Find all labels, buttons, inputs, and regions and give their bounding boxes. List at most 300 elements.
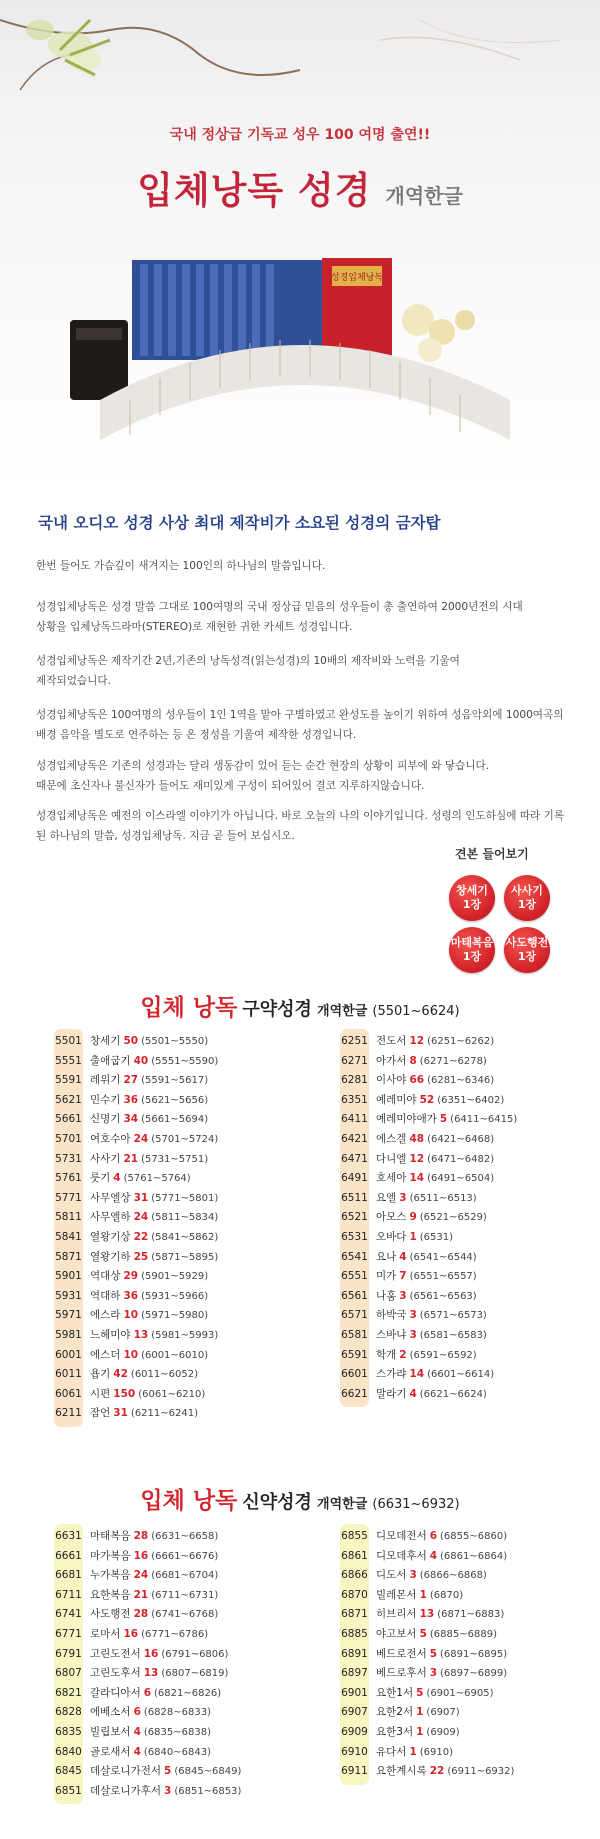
- paragraph-line: 제작되었습니다.: [36, 675, 112, 687]
- chapter-count: 7: [399, 1270, 407, 1283]
- book-code: 5701: [55, 1133, 82, 1145]
- book-name: 고린도전서: [90, 1647, 141, 1660]
- book-entry: [376, 1071, 494, 1091]
- book-entry: [376, 1052, 487, 1072]
- book-entry: [376, 1605, 504, 1625]
- book-code: 5731: [55, 1152, 82, 1165]
- book-code: 6828: [55, 1706, 82, 1719]
- book-name: 야고보서: [376, 1628, 417, 1640]
- book-code: 6661: [55, 1549, 82, 1562]
- book-entry: [376, 1365, 494, 1385]
- book-entry: [90, 1091, 208, 1111]
- hero-banner: [0, 0, 600, 500]
- chapter-count: 25: [133, 1250, 149, 1263]
- code-range: (6251~6262): [427, 1036, 495, 1047]
- hero-headline: 국내 정상급 기독교 성우 100 여명 출연!!: [169, 127, 431, 143]
- code-range: (5501~5550): [141, 1036, 209, 1047]
- chapter-count: 3: [399, 1289, 407, 1302]
- chapter-count: 4: [113, 1172, 121, 1185]
- book-name: 갈라디아서: [90, 1686, 141, 1699]
- book-code: 6601: [341, 1368, 368, 1381]
- book-entry: [376, 1527, 507, 1547]
- book-name: 요한3서: [376, 1726, 414, 1738]
- book-name: 역대하: [90, 1289, 121, 1302]
- chapter-count: 12: [409, 1152, 425, 1165]
- book-entry: [90, 1645, 228, 1665]
- book-entry: [90, 1248, 218, 1268]
- book-name: 골로새서: [90, 1745, 131, 1758]
- chapter-count: 4: [409, 1387, 417, 1400]
- book-name: 마가복음: [90, 1549, 131, 1562]
- sample-listen-label: 견본 들어보기: [455, 847, 529, 861]
- chapter-count: 3: [399, 1191, 407, 1204]
- nt-title-red: 입체 낭독: [140, 1488, 238, 1514]
- book-code: 6871: [341, 1608, 368, 1621]
- sample-button-label: 사사기: [511, 884, 543, 897]
- book-code: 6591: [341, 1348, 368, 1361]
- book-code: 5761: [55, 1172, 82, 1185]
- paragraph-line: 성경입체낭독은 기존의 성경과는 달리 생동감이 있어 듣는 순간 현장의 상황이 피부에 와 닿습니다.: [36, 760, 490, 772]
- book-entry: [376, 1664, 507, 1684]
- book-name: 빌립보서: [90, 1726, 131, 1738]
- code-range: (6771~6786): [141, 1629, 209, 1640]
- intro-paragraph-6: [36, 806, 571, 846]
- chapter-count: 50: [123, 1035, 139, 1047]
- book-name: 레위기: [90, 1074, 121, 1087]
- book-name: 느헤미야: [90, 1329, 131, 1341]
- code-range: (6001~6010): [141, 1349, 209, 1361]
- chapter-count: 14: [409, 1368, 425, 1381]
- chapter-count: 66: [409, 1074, 425, 1087]
- book-code: 6001: [55, 1348, 82, 1361]
- book-name: 학개: [376, 1348, 397, 1361]
- sample-button-label: 창세기: [456, 884, 488, 897]
- book-entry: [90, 1605, 218, 1625]
- intro-paragraph-3: [36, 651, 571, 691]
- chapter-count: 3: [409, 1309, 417, 1322]
- chapter-count: 48: [409, 1133, 425, 1145]
- book-entry: [90, 1110, 208, 1130]
- chapter-count: 1: [409, 1745, 417, 1758]
- sample-button-label: 마태복음: [450, 936, 494, 949]
- intro-paragraph-5: [36, 756, 571, 796]
- book-code: 6251: [341, 1035, 368, 1047]
- book-entry: [90, 1664, 228, 1684]
- chapter-count: 4: [399, 1250, 407, 1263]
- book-code: 6741: [55, 1608, 82, 1621]
- book-name: 유다서: [376, 1745, 407, 1758]
- book-entry: [376, 1547, 507, 1567]
- book-name: 요엘: [376, 1191, 397, 1204]
- code-range: (5871~5895): [151, 1251, 219, 1263]
- code-range: (6855~6860): [440, 1531, 508, 1542]
- book-code: 6840: [55, 1745, 82, 1758]
- chapter-count: 3: [409, 1569, 417, 1582]
- code-range: (6411~6415): [450, 1114, 518, 1126]
- paragraph-line: 된 하나님의 말씀, 성경입체낭독. 지금 곧 들어 보십시오.: [36, 830, 295, 842]
- book-name: 다니엘: [376, 1152, 407, 1165]
- code-range: (6791~6806): [161, 1648, 229, 1660]
- book-entry: [90, 1287, 208, 1307]
- chapter-count: 13: [143, 1667, 159, 1680]
- book-entry: [90, 1365, 198, 1385]
- book-code: 5551: [55, 1054, 82, 1067]
- nt-title-sub: 개역한글: [317, 1497, 368, 1512]
- book-entry: [376, 1326, 487, 1346]
- book-entry: [90, 1586, 218, 1606]
- code-range: (6271~6278): [419, 1055, 487, 1067]
- book-entry: [90, 1267, 208, 1287]
- book-code: 6711: [55, 1588, 82, 1601]
- code-range: (6711~6731): [151, 1589, 219, 1601]
- chapter-count: 42: [113, 1368, 128, 1381]
- chapter-count: 12: [409, 1035, 425, 1047]
- intro-paragraph-2: [36, 597, 571, 637]
- book-name: 민수기: [90, 1093, 121, 1106]
- code-range: (6871~6883): [437, 1609, 505, 1621]
- code-range: (5971~5980): [141, 1310, 209, 1322]
- book-code: 6897: [341, 1667, 368, 1680]
- book-code: 5841: [55, 1231, 82, 1243]
- book-name: 예레미야애가: [376, 1113, 437, 1126]
- code-range: (6845~6849): [174, 1766, 242, 1778]
- book-code: 6771: [55, 1628, 82, 1640]
- book-entry: [90, 1404, 198, 1424]
- book-name: 룻기: [90, 1172, 111, 1185]
- book-name: 고린도후서: [90, 1667, 141, 1680]
- chapter-count: 24: [133, 1569, 149, 1582]
- code-range: (6631~6658): [151, 1531, 219, 1542]
- book-name: 요한1서: [376, 1686, 414, 1699]
- chapter-count: 4: [133, 1726, 141, 1738]
- book-code: 5871: [55, 1250, 82, 1263]
- chapter-count: 4: [133, 1745, 141, 1758]
- book-name: 열왕기상: [90, 1231, 131, 1243]
- code-range: (6891~6895): [440, 1648, 508, 1660]
- code-range: (6840~6843): [143, 1746, 211, 1758]
- book-entry: [376, 1267, 477, 1287]
- chapter-count: 5: [416, 1686, 424, 1699]
- sample-button-matthew[interactable]: [449, 927, 495, 973]
- book-code: 6791: [55, 1647, 82, 1660]
- book-entry: [376, 1110, 517, 1130]
- code-range: (6851~6853): [174, 1785, 242, 1797]
- book-name: 오바다: [376, 1231, 407, 1243]
- book-entry: [90, 1743, 211, 1763]
- chapter-count: 10: [123, 1348, 139, 1361]
- book-code: 6681: [55, 1569, 82, 1582]
- book-entry: [90, 1566, 218, 1586]
- code-range: (6351~6402): [437, 1094, 505, 1106]
- chapter-count: 40: [133, 1054, 149, 1067]
- book-code: 6851: [55, 1784, 82, 1797]
- book-name: 사무엘상: [90, 1191, 131, 1204]
- product-case-label: 성경입체낭독: [330, 273, 384, 283]
- code-range: (5551~5590): [151, 1055, 219, 1067]
- chapter-count: 1: [419, 1588, 427, 1601]
- book-name: 요한복음: [90, 1588, 131, 1601]
- book-name: 전도서: [376, 1035, 407, 1047]
- book-code: 6835: [55, 1726, 82, 1738]
- book-entry: [90, 1130, 218, 1150]
- book-name: 창세기: [90, 1035, 121, 1047]
- book-entry: [376, 1091, 504, 1111]
- book-name: 베드로전서: [376, 1647, 427, 1660]
- book-code: 6571: [341, 1309, 368, 1322]
- book-entry: [90, 1326, 218, 1346]
- book-name: 열왕기하: [90, 1250, 131, 1263]
- flower-branch-illustration: [0, 0, 600, 130]
- book-code: 5661: [55, 1113, 82, 1126]
- chapter-count: 36: [123, 1093, 139, 1106]
- chapter-count: 1: [416, 1726, 424, 1738]
- book-code: 6910: [341, 1745, 368, 1758]
- book-name: 빌레몬서: [376, 1588, 417, 1601]
- book-entry: [376, 1684, 494, 1704]
- book-code: 5931: [55, 1289, 82, 1302]
- hero-title-row: [0, 160, 600, 214]
- book-entry: [376, 1762, 514, 1782]
- book-code: 6631: [55, 1530, 82, 1542]
- book-name: 디도서: [376, 1569, 407, 1582]
- book-entry: [90, 1346, 208, 1366]
- code-range: (5731~5751): [141, 1153, 209, 1165]
- code-range: (6828~6833): [143, 1707, 211, 1719]
- chapter-count: 6: [429, 1530, 438, 1542]
- code-range: (6281~6346): [427, 1075, 495, 1087]
- book-entry: [376, 1723, 460, 1743]
- chapter-count: 31: [133, 1191, 149, 1204]
- book-entry: [376, 1645, 507, 1665]
- book-entry: [376, 1228, 453, 1248]
- chapter-count: 6: [133, 1706, 141, 1719]
- book-name: 출애굽기: [90, 1054, 131, 1067]
- sample-button-chapter: 1장: [462, 898, 482, 911]
- book-name: 에스더: [90, 1348, 121, 1361]
- chapter-count: 52: [419, 1093, 435, 1106]
- book-code: 6521: [341, 1211, 368, 1224]
- code-range: (5701~5724): [151, 1134, 219, 1145]
- code-range: (6561~6563): [409, 1290, 477, 1302]
- code-range: (6681~6704): [151, 1570, 219, 1582]
- code-range: (6909): [426, 1727, 460, 1738]
- chapter-count: 3: [429, 1667, 438, 1680]
- book-code: 6901: [341, 1686, 368, 1699]
- intro-paragraph-4: [36, 705, 571, 745]
- chapter-count: 24: [133, 1211, 149, 1224]
- chapter-count: 5: [439, 1113, 448, 1126]
- chapter-count: 3: [409, 1329, 417, 1341]
- book-entry: [376, 1625, 497, 1645]
- code-range: (6897~6899): [440, 1668, 508, 1680]
- sample-button-chapter: 1장: [462, 950, 482, 963]
- ot-title-dark: 구약성경: [242, 999, 312, 1020]
- book-entry: [90, 1762, 241, 1782]
- code-range: (6885~6889): [429, 1629, 497, 1640]
- book-entry: [90, 1306, 208, 1326]
- code-range: (5931~5966): [141, 1290, 209, 1302]
- book-name: 스바냐: [376, 1329, 407, 1341]
- code-range: (6835~6838): [143, 1727, 211, 1738]
- chapter-count: 13: [419, 1608, 435, 1621]
- book-entry: [376, 1287, 477, 1307]
- book-entry: [376, 1169, 494, 1189]
- sample-button-chapter: 1장: [517, 950, 537, 963]
- book-entry: [376, 1306, 487, 1326]
- book-entry: [376, 1346, 477, 1366]
- code-range: (5771~5801): [151, 1192, 219, 1204]
- book-name: 데살로니가후서: [90, 1784, 162, 1797]
- chapter-count: 28: [133, 1608, 149, 1621]
- code-range: (5591~5617): [141, 1075, 209, 1087]
- book-name: 사도행전: [90, 1608, 131, 1621]
- nt-title-range: (6631~6932): [372, 1497, 460, 1512]
- code-range: (6591~6592): [409, 1349, 477, 1361]
- paragraph-line: 성경입체낭독은 예전의 이스라엘 이야기가 아닙니다. 바로 오늘의 나의 이야기입니다. 성령의 인도하심에 따라 기록: [36, 810, 565, 822]
- code-range: (5761~5764): [123, 1173, 191, 1185]
- ot-section-heading: [0, 989, 600, 1022]
- book-name: 누가복음: [90, 1569, 131, 1582]
- chapter-count: 150: [113, 1387, 136, 1400]
- book-name: 하박국: [376, 1309, 407, 1322]
- nt-title-dark: 신약성경: [242, 1492, 312, 1513]
- book-entry: [90, 1385, 205, 1405]
- book-code: 6621: [341, 1387, 368, 1400]
- book-entry: [376, 1703, 460, 1723]
- book-name: 에베소서: [90, 1706, 131, 1719]
- paragraph-line: 성경입체낭독은 성경 말씀 그대로 100여명의 국내 정상급 믿음의 성우들이 총 출연하여 2000년전의 시대: [36, 601, 523, 613]
- ot-title-sub: 개역한글: [317, 1004, 368, 1019]
- book-code: 6471: [341, 1152, 368, 1165]
- sample-button-genesis[interactable]: [449, 875, 495, 921]
- book-entry: [90, 1703, 211, 1723]
- chapter-count: 5: [429, 1647, 438, 1660]
- code-range: (6866~6868): [419, 1570, 487, 1582]
- paragraph-line: 성경입체낭독은 100여명의 성우들이 1인 1역을 맡아 구별하였고 완성도를 높이기 위하여 성음악외에 1000여곡의: [36, 709, 564, 721]
- book-code: 6807: [55, 1667, 82, 1680]
- book-entry: [376, 1189, 477, 1209]
- book-entry: [376, 1032, 494, 1052]
- book-entry: [376, 1150, 494, 1170]
- chapter-count: 21: [133, 1588, 149, 1601]
- code-range: (5661~5694): [141, 1114, 209, 1126]
- book-code: 5501: [55, 1035, 82, 1047]
- book-code: 6870: [341, 1588, 368, 1601]
- paragraph-line: 상황을 입체낭독드라마(STEREO)로 재현한 귀한 카세트 성경입니다.: [36, 621, 353, 633]
- book-name: 욥기: [90, 1368, 111, 1381]
- chapter-count: 1: [409, 1231, 417, 1243]
- book-code: 5811: [55, 1211, 82, 1224]
- book-code: 6061: [55, 1387, 82, 1400]
- book-name: 로마서: [90, 1628, 121, 1640]
- book-entry: [90, 1684, 221, 1704]
- chapter-count: 5: [164, 1765, 172, 1778]
- book-entry: [376, 1248, 477, 1268]
- chapter-count: 16: [143, 1647, 159, 1660]
- intro-heading: 국내 오디오 성경 사상 최대 제작비가 소요된 성경의 금자탑: [38, 514, 441, 532]
- book-code: 6011: [55, 1368, 82, 1381]
- code-range: (6741~6768): [151, 1609, 219, 1621]
- code-range: (6821~6826): [154, 1687, 222, 1699]
- book-code: 5771: [55, 1191, 82, 1204]
- book-entry: [376, 1743, 453, 1763]
- book-code: 6531: [341, 1231, 368, 1243]
- code-range: (6581~6583): [419, 1330, 487, 1341]
- chapter-count: 29: [123, 1270, 139, 1283]
- book-code: 6855: [341, 1530, 368, 1542]
- code-range: (6511~6513): [409, 1192, 477, 1204]
- code-range: (6907): [426, 1707, 460, 1719]
- code-range: (6421~6468): [427, 1134, 495, 1145]
- paragraph-line: 때문에 초신자나 불신자가 들어도 재미있게 구성이 되어있어 결코 지루하지않습니다.: [36, 780, 425, 792]
- chapter-count: 14: [409, 1172, 425, 1185]
- sample-button-acts[interactable]: [504, 927, 550, 973]
- book-code: 6491: [341, 1172, 368, 1185]
- chapter-count: 4: [429, 1549, 438, 1562]
- product-cassette-set-image: [70, 250, 530, 450]
- book-code: 6421: [341, 1133, 368, 1145]
- chapter-count: 5: [419, 1628, 427, 1640]
- code-range: (6541~6544): [409, 1251, 477, 1263]
- sample-button-label: 사도행전: [505, 936, 549, 949]
- book-name: 역대상: [90, 1270, 121, 1283]
- book-code: 6821: [55, 1686, 82, 1699]
- book-name: 시편: [90, 1387, 111, 1400]
- book-name: 미가: [376, 1270, 397, 1283]
- book-entry: [90, 1052, 218, 1072]
- code-range: (6621~6624): [419, 1388, 487, 1400]
- book-name: 신명기: [90, 1113, 121, 1126]
- book-entry: [90, 1189, 218, 1209]
- sample-button-judges[interactable]: [504, 875, 550, 921]
- chapter-count: 6: [143, 1686, 152, 1699]
- code-range: (6901~6905): [426, 1687, 494, 1699]
- code-range: (6870): [429, 1589, 464, 1601]
- code-range: (6061~6210): [138, 1388, 206, 1400]
- book-entry: [376, 1586, 463, 1606]
- book-name: 말라기: [376, 1387, 407, 1400]
- code-range: (6861~6864): [440, 1550, 508, 1562]
- hero-subtitle: 개역한글: [385, 184, 463, 208]
- book-code: 5901: [55, 1270, 82, 1283]
- book-entry: [376, 1208, 487, 1228]
- book-name: 호세아: [376, 1172, 407, 1185]
- chapter-count: 34: [123, 1113, 139, 1126]
- book-name: 아모스: [376, 1211, 407, 1224]
- book-entry: [376, 1385, 487, 1405]
- hero-title: 입체낭독 성경: [137, 169, 372, 212]
- ot-title-range: (5501~6624): [372, 1004, 460, 1019]
- paragraph-line: 한번 들어도 가슴깊이 새겨지는 100인의 하나님의 말씀입니다.: [36, 560, 326, 572]
- code-range: (6661~6676): [151, 1550, 219, 1562]
- book-code: 6281: [341, 1074, 368, 1087]
- book-code: 6211: [55, 1407, 82, 1420]
- book-code: 6351: [341, 1093, 368, 1106]
- book-code: 6511: [341, 1191, 368, 1204]
- code-range: (6491~6504): [427, 1173, 495, 1185]
- book-code: 6845: [55, 1765, 82, 1778]
- book-code: 5981: [55, 1329, 82, 1341]
- book-name: 디모데전서: [376, 1530, 427, 1542]
- code-range: (6521~6529): [419, 1212, 487, 1224]
- book-name: 에스라: [90, 1309, 121, 1322]
- book-name: 데살로니가전서: [90, 1765, 162, 1778]
- book-code: 6911: [341, 1765, 368, 1778]
- code-range: (6571~6573): [419, 1310, 487, 1322]
- chapter-count: 13: [133, 1329, 149, 1341]
- code-range: (6011~6052): [130, 1369, 199, 1381]
- paragraph-line: 성경입체낭독은 제작기간 2년,기존의 낭독성격(읽는성경)의 10배의 제작비와 노력을 기울여: [36, 655, 460, 667]
